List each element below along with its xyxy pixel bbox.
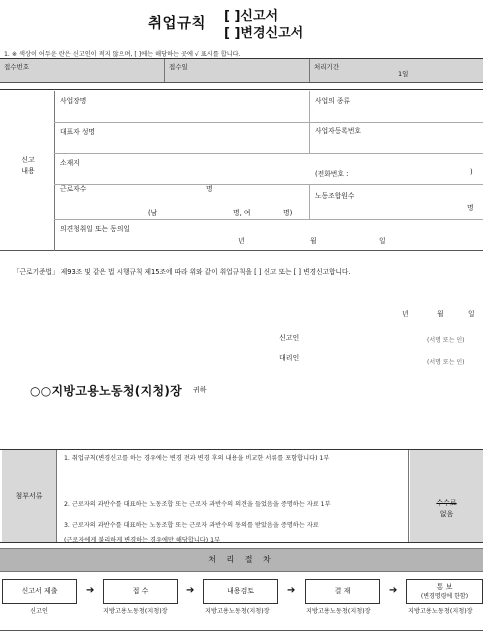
female-workers-label[interactable]: 명, 여 <box>233 209 251 217</box>
step-label: 신고서 제출 <box>21 587 58 595</box>
arrow-right-icon: ➔ <box>86 585 95 596</box>
attachments-label: 첨부서류 <box>2 450 57 542</box>
reporter-label: 신고인 <box>279 334 300 342</box>
step-actor: 지방고용노동청(지청)장 <box>103 608 168 615</box>
receipt-date-label: 접수일 <box>169 63 188 71</box>
union-members-label[interactable]: 노동조합원수 <box>315 192 355 200</box>
arrow-right-icon: ➔ <box>389 585 398 596</box>
attachment-item: (근로자에게 불리하게 변경하는 경우에만 해당합니다) 1부 <box>64 537 221 544</box>
attachments-section <box>0 449 483 543</box>
report-divider <box>54 91 55 251</box>
step-receipt-box <box>103 579 178 604</box>
processing-period-value: 1일 <box>398 70 409 78</box>
receipt-header <box>0 58 483 83</box>
business-type-label[interactable]: 사업의 종류 <box>315 97 350 105</box>
declaration-text: 「근로기준법」 제93조 및 같은 법 시행규칙 제15조에 따라 위와 같이 취업규칙을 [ ] 신고 또는 [ ] 변경신고합니다. <box>13 268 351 276</box>
step-label: 통 보 <box>436 582 453 591</box>
date-day[interactable]: 일 <box>468 310 475 318</box>
male-workers-label[interactable]: (남 <box>148 209 158 217</box>
step-label-note: (변경명령에 한함) <box>420 592 469 600</box>
report-section-label <box>10 155 46 177</box>
addressee-name: ○○지방고용노동청(지청)장 <box>30 384 183 398</box>
date-year[interactable]: 년 <box>402 310 409 318</box>
business-name-label[interactable]: 사업장명 <box>60 97 87 105</box>
step-actor: 지방고용노동청(지청)장 <box>205 608 270 615</box>
arrow-right-icon: ➔ <box>186 585 195 596</box>
step-label: 결 재 <box>334 587 351 595</box>
bottom-rule <box>0 630 483 631</box>
opinion-date-label[interactable]: 의견청취일 또는 동의일 <box>60 225 130 233</box>
report-section <box>0 91 483 251</box>
address-label[interactable]: 소재지 <box>60 159 80 167</box>
receipt-date-cell <box>165 59 310 82</box>
attachment-item: 1. 취업규칙(변경신고를 하는 경우에는 변경 전과 변경 후의 내용을 비교한 서류를 포함합니다) 1부 <box>64 455 330 462</box>
step-label: 내용검토 <box>226 587 255 595</box>
union-members-unit: 명 <box>467 204 474 212</box>
phone-label[interactable]: (전화번호 : <box>315 170 349 178</box>
step-notify-box <box>406 579 483 604</box>
agent-label: 대리인 <box>279 354 300 362</box>
instruction-note: 1. ※ 색상이 어두운 란은 신고인이 적지 않으며, [ ]에는 해당하는 곳에 √ 표시를 합니다. <box>4 51 241 58</box>
step-label: 접 수 <box>132 587 149 595</box>
column-divider <box>309 91 310 153</box>
step-review-box <box>203 579 278 604</box>
opinion-month: 월 <box>310 237 317 245</box>
business-registration-label[interactable]: 사업자등록번호 <box>315 127 361 135</box>
receipt-number-label: 접수번호 <box>4 63 30 71</box>
workers-label[interactable]: 근로자수 <box>60 185 87 193</box>
workers-unit: 명 <box>206 185 213 193</box>
report-label-line2: 내용 <box>21 167 35 175</box>
agent-signature-field[interactable]: (서명 또는 인) <box>427 359 465 366</box>
attachment-item: 2. 근로자의 과반수를 대표하는 노동조합 또는 근로자 과반수의 의견을 들었음을 증명하는 자료 1부 <box>64 501 331 508</box>
arrow-right-icon: ➔ <box>287 585 296 596</box>
column-divider <box>309 184 310 219</box>
processing-period-label: 처리기간 <box>314 63 340 71</box>
receipt-number-cell <box>0 59 165 82</box>
fee-value: 없음 <box>439 510 454 518</box>
date-month[interactable]: 월 <box>437 310 444 318</box>
form-title <box>0 0 485 44</box>
fee-cell <box>410 450 483 542</box>
fee-label: 수수료 <box>436 499 457 507</box>
step-actor: 지방고용노동청(지청)장 <box>408 608 473 615</box>
report-label-line1: 신고 <box>21 156 35 164</box>
row-divider <box>54 219 483 220</box>
opinion-day: 일 <box>379 237 386 245</box>
step-approval-box <box>305 579 380 604</box>
form-title-option-change[interactable]: [ ]변경신고서 <box>224 26 304 41</box>
step-actor: 지방고용노동청(지청)장 <box>306 608 371 615</box>
row-divider <box>54 153 483 154</box>
row-divider <box>54 184 483 185</box>
row-divider <box>54 122 483 123</box>
attachments-list <box>58 450 409 542</box>
female-workers-unit: 명) <box>283 209 293 217</box>
phone-close: ) <box>470 168 473 176</box>
opinion-year: 년 <box>238 237 245 245</box>
form-title-option-report[interactable]: [ ]신고서 <box>224 9 279 24</box>
attachment-item: 3. 근로자의 과반수를 대표하는 노동조합 또는 근로자 과반수의 동의를 받았음을 증명하는 자료 <box>64 522 319 529</box>
step-actor: 신고인 <box>30 608 48 615</box>
form-title-main: 취업규칙 <box>148 16 207 32</box>
addressee-suffix: 귀하 <box>193 386 207 394</box>
representative-name-label[interactable]: 대표자 성명 <box>60 128 95 136</box>
process-title-bar: 처 리 절 차 <box>0 548 483 572</box>
header-gap <box>0 83 483 90</box>
processing-period-cell <box>310 59 483 82</box>
step-submit-box <box>2 579 77 604</box>
reporter-signature-field[interactable]: (서명 또는 인) <box>427 337 465 344</box>
